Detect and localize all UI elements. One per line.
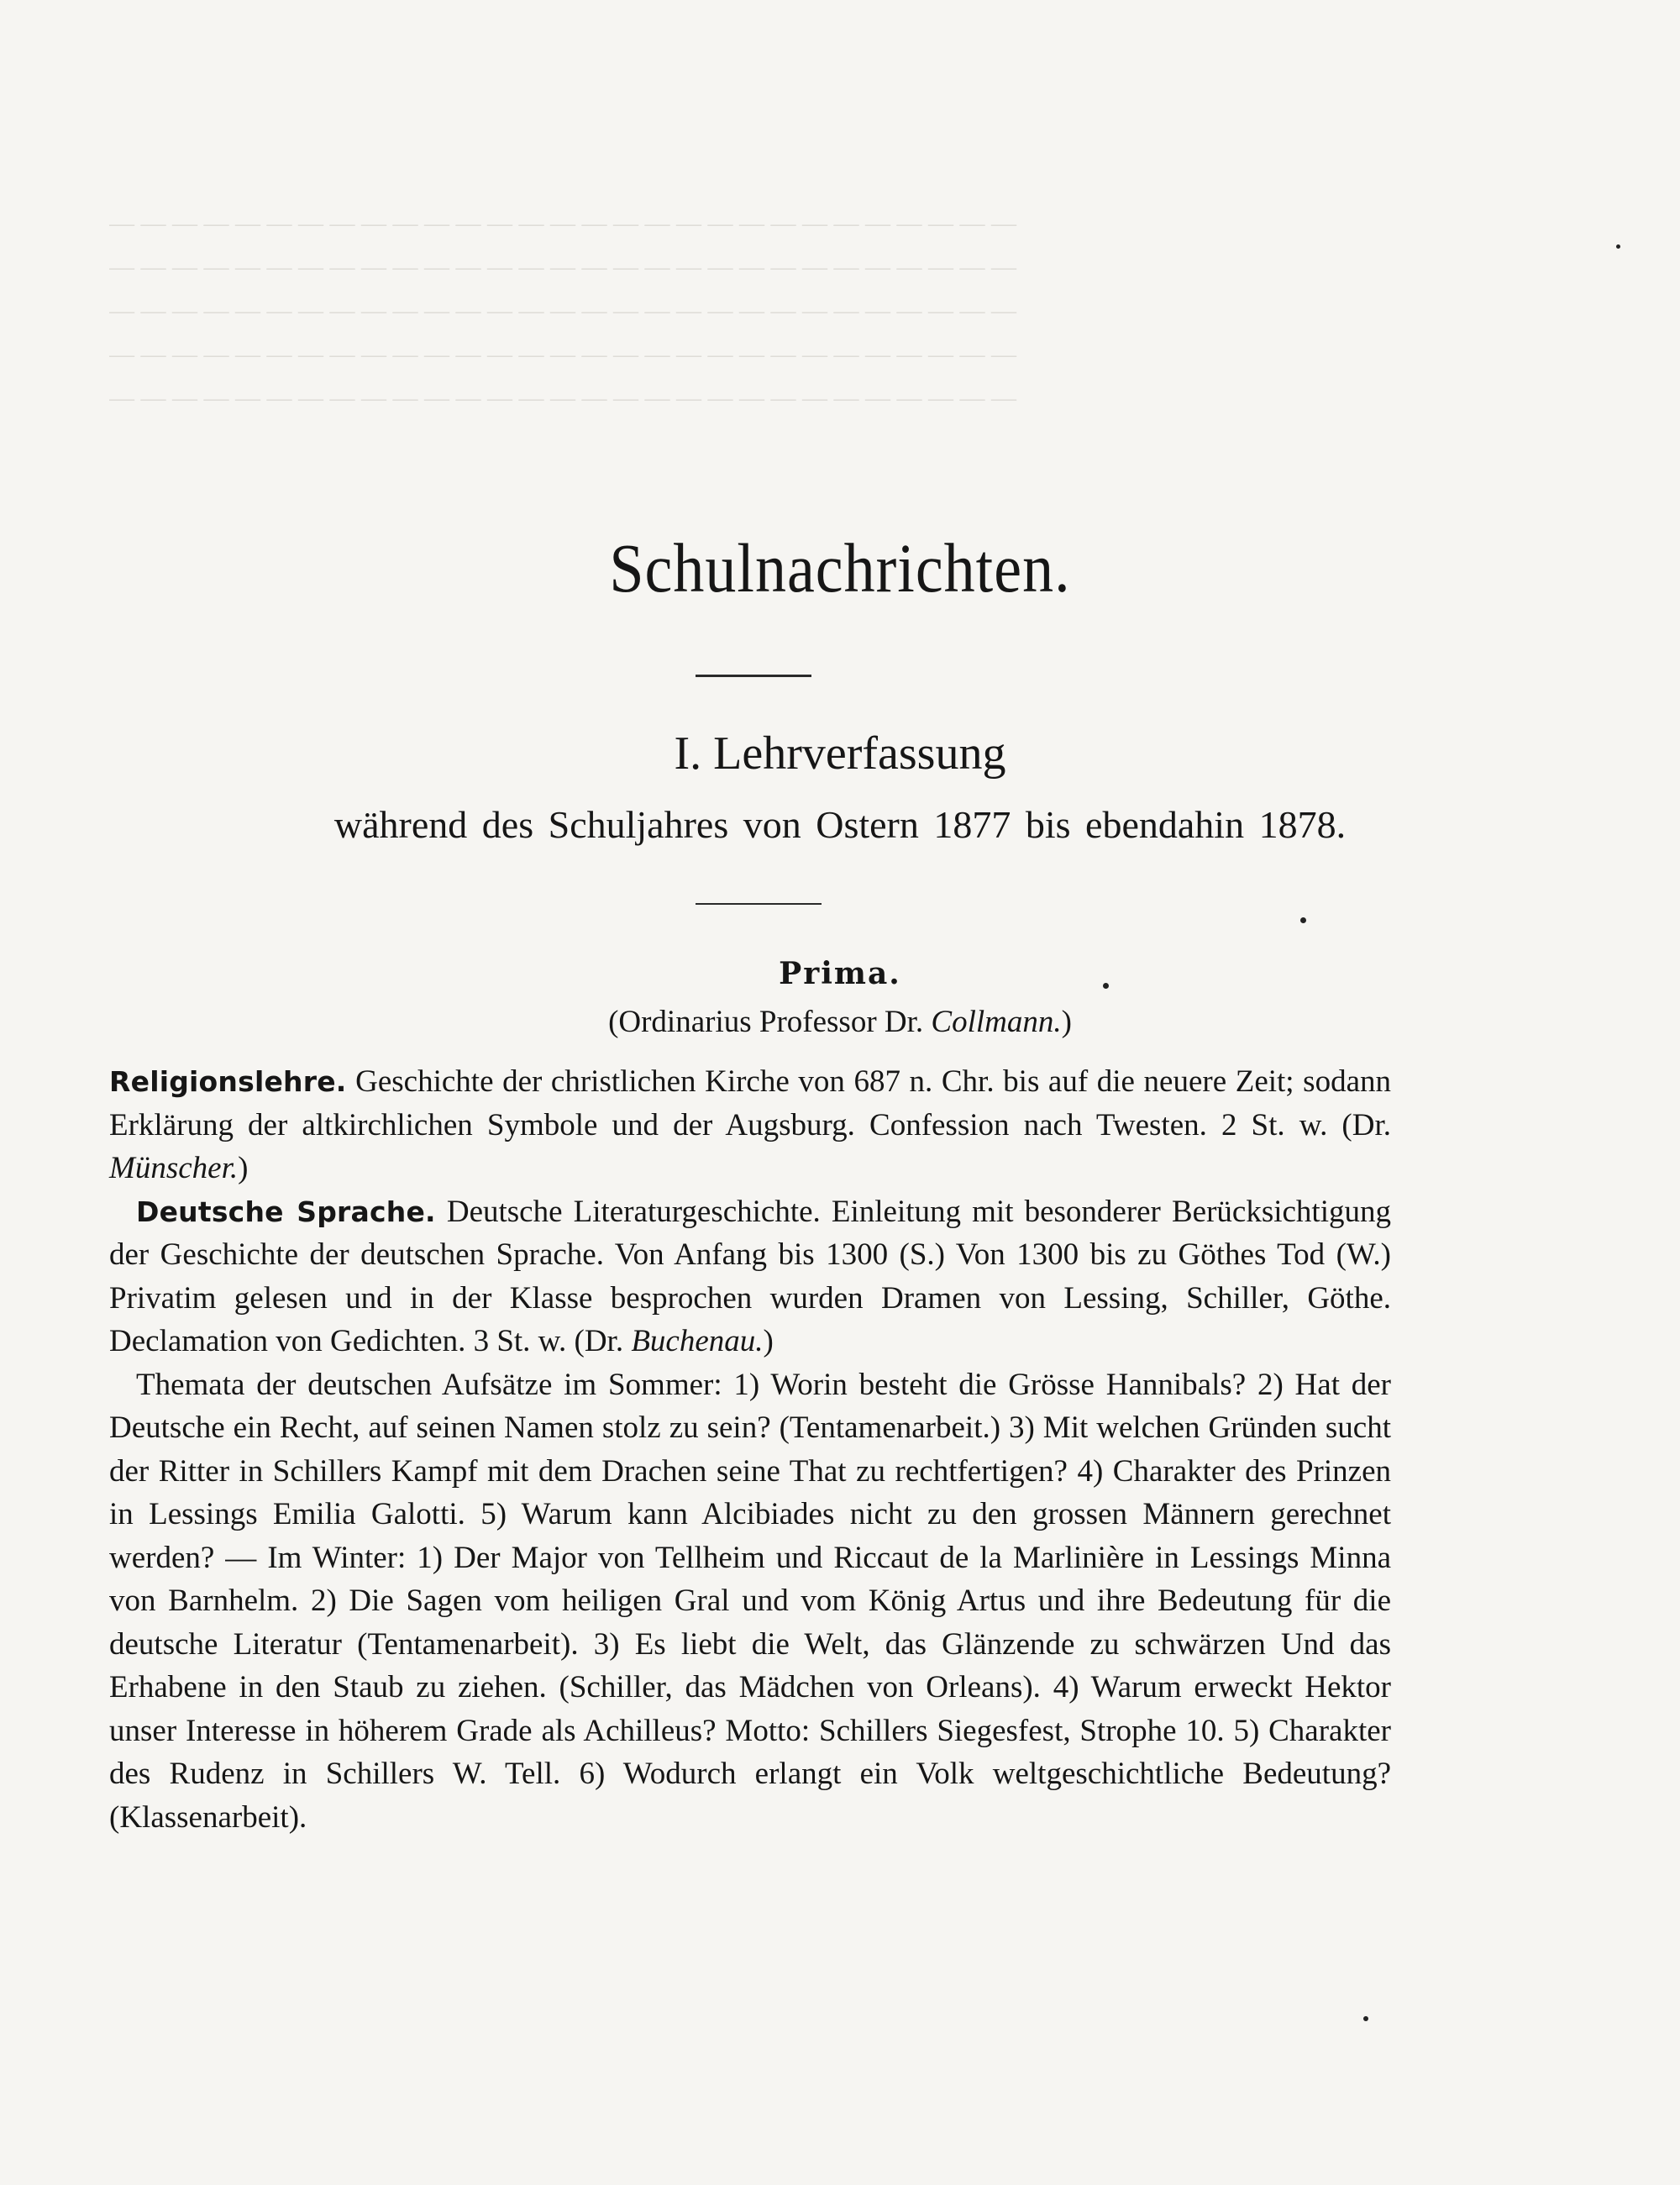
subject-teacher: Buchenau. xyxy=(631,1324,764,1358)
subject-close: ) xyxy=(238,1151,249,1185)
subject-name: Religionslehre. xyxy=(109,1065,347,1098)
subject-text: Geschichte der christlichen Kirche von 687 n. Chr. bis auf die neuere Zeit; sodann Erklärung der altkirchlichen Symbole und der Augsburg. Confession nach Twesten. 2 St. w. (Dr. xyxy=(109,1064,1391,1142)
subject-paragraph-religion xyxy=(109,1060,1391,1190)
class-heading: Prima. xyxy=(779,956,901,991)
bleed-through-texture: — — — — — — — — — — — — — — — — — — — — — — — — — — — — — — — — — — — — — — — — — — — — — — — — — — — — — — — — — — — — — — — — — — — — — — — — — — — — — — — — — — — — — — — — — — — — — — — — — — — — — — — — — — — — — — — — — — — — — — — — — — — — — — — — — — — — — — — — — — — — — — — — — xyxy=(109,209,1016,412)
page-title: Schulnachrichten. xyxy=(609,530,1071,607)
subject-paragraph-deutsch xyxy=(109,1190,1391,1363)
section-divider xyxy=(696,903,822,905)
ordinarius-name: Collmann. xyxy=(931,1005,1062,1039)
ink-speck xyxy=(1300,917,1306,923)
title-divider xyxy=(696,675,811,677)
ordinarius-prefix: (Ordinarius Professor Dr. xyxy=(608,1005,932,1039)
subject-text: Deutsche Literaturgeschichte. Einleitung mit besonderer Berücksichtigung der Geschichte der deutschen Sprache. Von Anfang bis 1300 (S.) Von 1300 bis zu Göthes Tod (W.) Privatim gelesen und in der Klasse besprochen wurden Dramen von Lessing, Schiller, Göthe. Declamation von Gedichten. 3 St. w. (Dr. xyxy=(109,1194,1391,1358)
section-heading: I. Lehrverfassung xyxy=(674,727,1006,780)
subject-name: Deutsche Sprache. xyxy=(136,1195,436,1228)
ink-speck xyxy=(1616,244,1620,249)
essay-themes-paragraph: Themata der deutschen Aufsätze im Sommer: 1) Worin besteht die Grösse Hannibals? 2) Hat der Deutsche ein Recht, auf seinen Namen stolz zu sein? (Tentamenarbeit.) 3) Mit welchen Gründen sucht der Ritter in Schillers Kampf mit dem Drachen seine That zu rechtfertigen? 4) Charakter des Prinzen in Lessings Emilia Galotti. 5) Warum kann Alcibiades nicht zu den grossen Männern gerechnet werden? — Im Winter: 1) Der Major von Tellheim und Riccaut de la Marlinière in Lessings Minna von Barnhelm. 2) Die Sagen vom heiligen Gral und vom König Artus und ihre Bedeutung für die deutsche Literatur (Tentamenarbeit). 3) Es liebt die Welt, das Glänzende zu schwärzen Und das Erhabene in den Staub zu ziehen. (Schiller, das Mädchen von Orleans). 4) Warum erweckt Hektor unser Interesse in höherem Grade als Achilleus? Motto: Schillers Siegesfest, Strophe 10. 5) Charakter des Rudenz in Schillers W. Tell. 6) Wodurch erlangt ein Volk weltgeschichtliche Bedeutung? (Klassenarbeit). xyxy=(109,1367,1391,1835)
ink-speck xyxy=(1103,983,1109,989)
subject-teacher: Münscher. xyxy=(109,1151,239,1185)
body-text xyxy=(109,1060,1391,1839)
ordinarius-suffix: ) xyxy=(1061,1005,1072,1039)
ink-speck xyxy=(1363,2016,1368,2021)
subject-close: ) xyxy=(763,1324,774,1358)
ordinarius-line xyxy=(0,1004,1680,1040)
section-subheading: während des Schuljahres von Ostern 1877 bis ebendahin 1878. xyxy=(333,803,1347,846)
